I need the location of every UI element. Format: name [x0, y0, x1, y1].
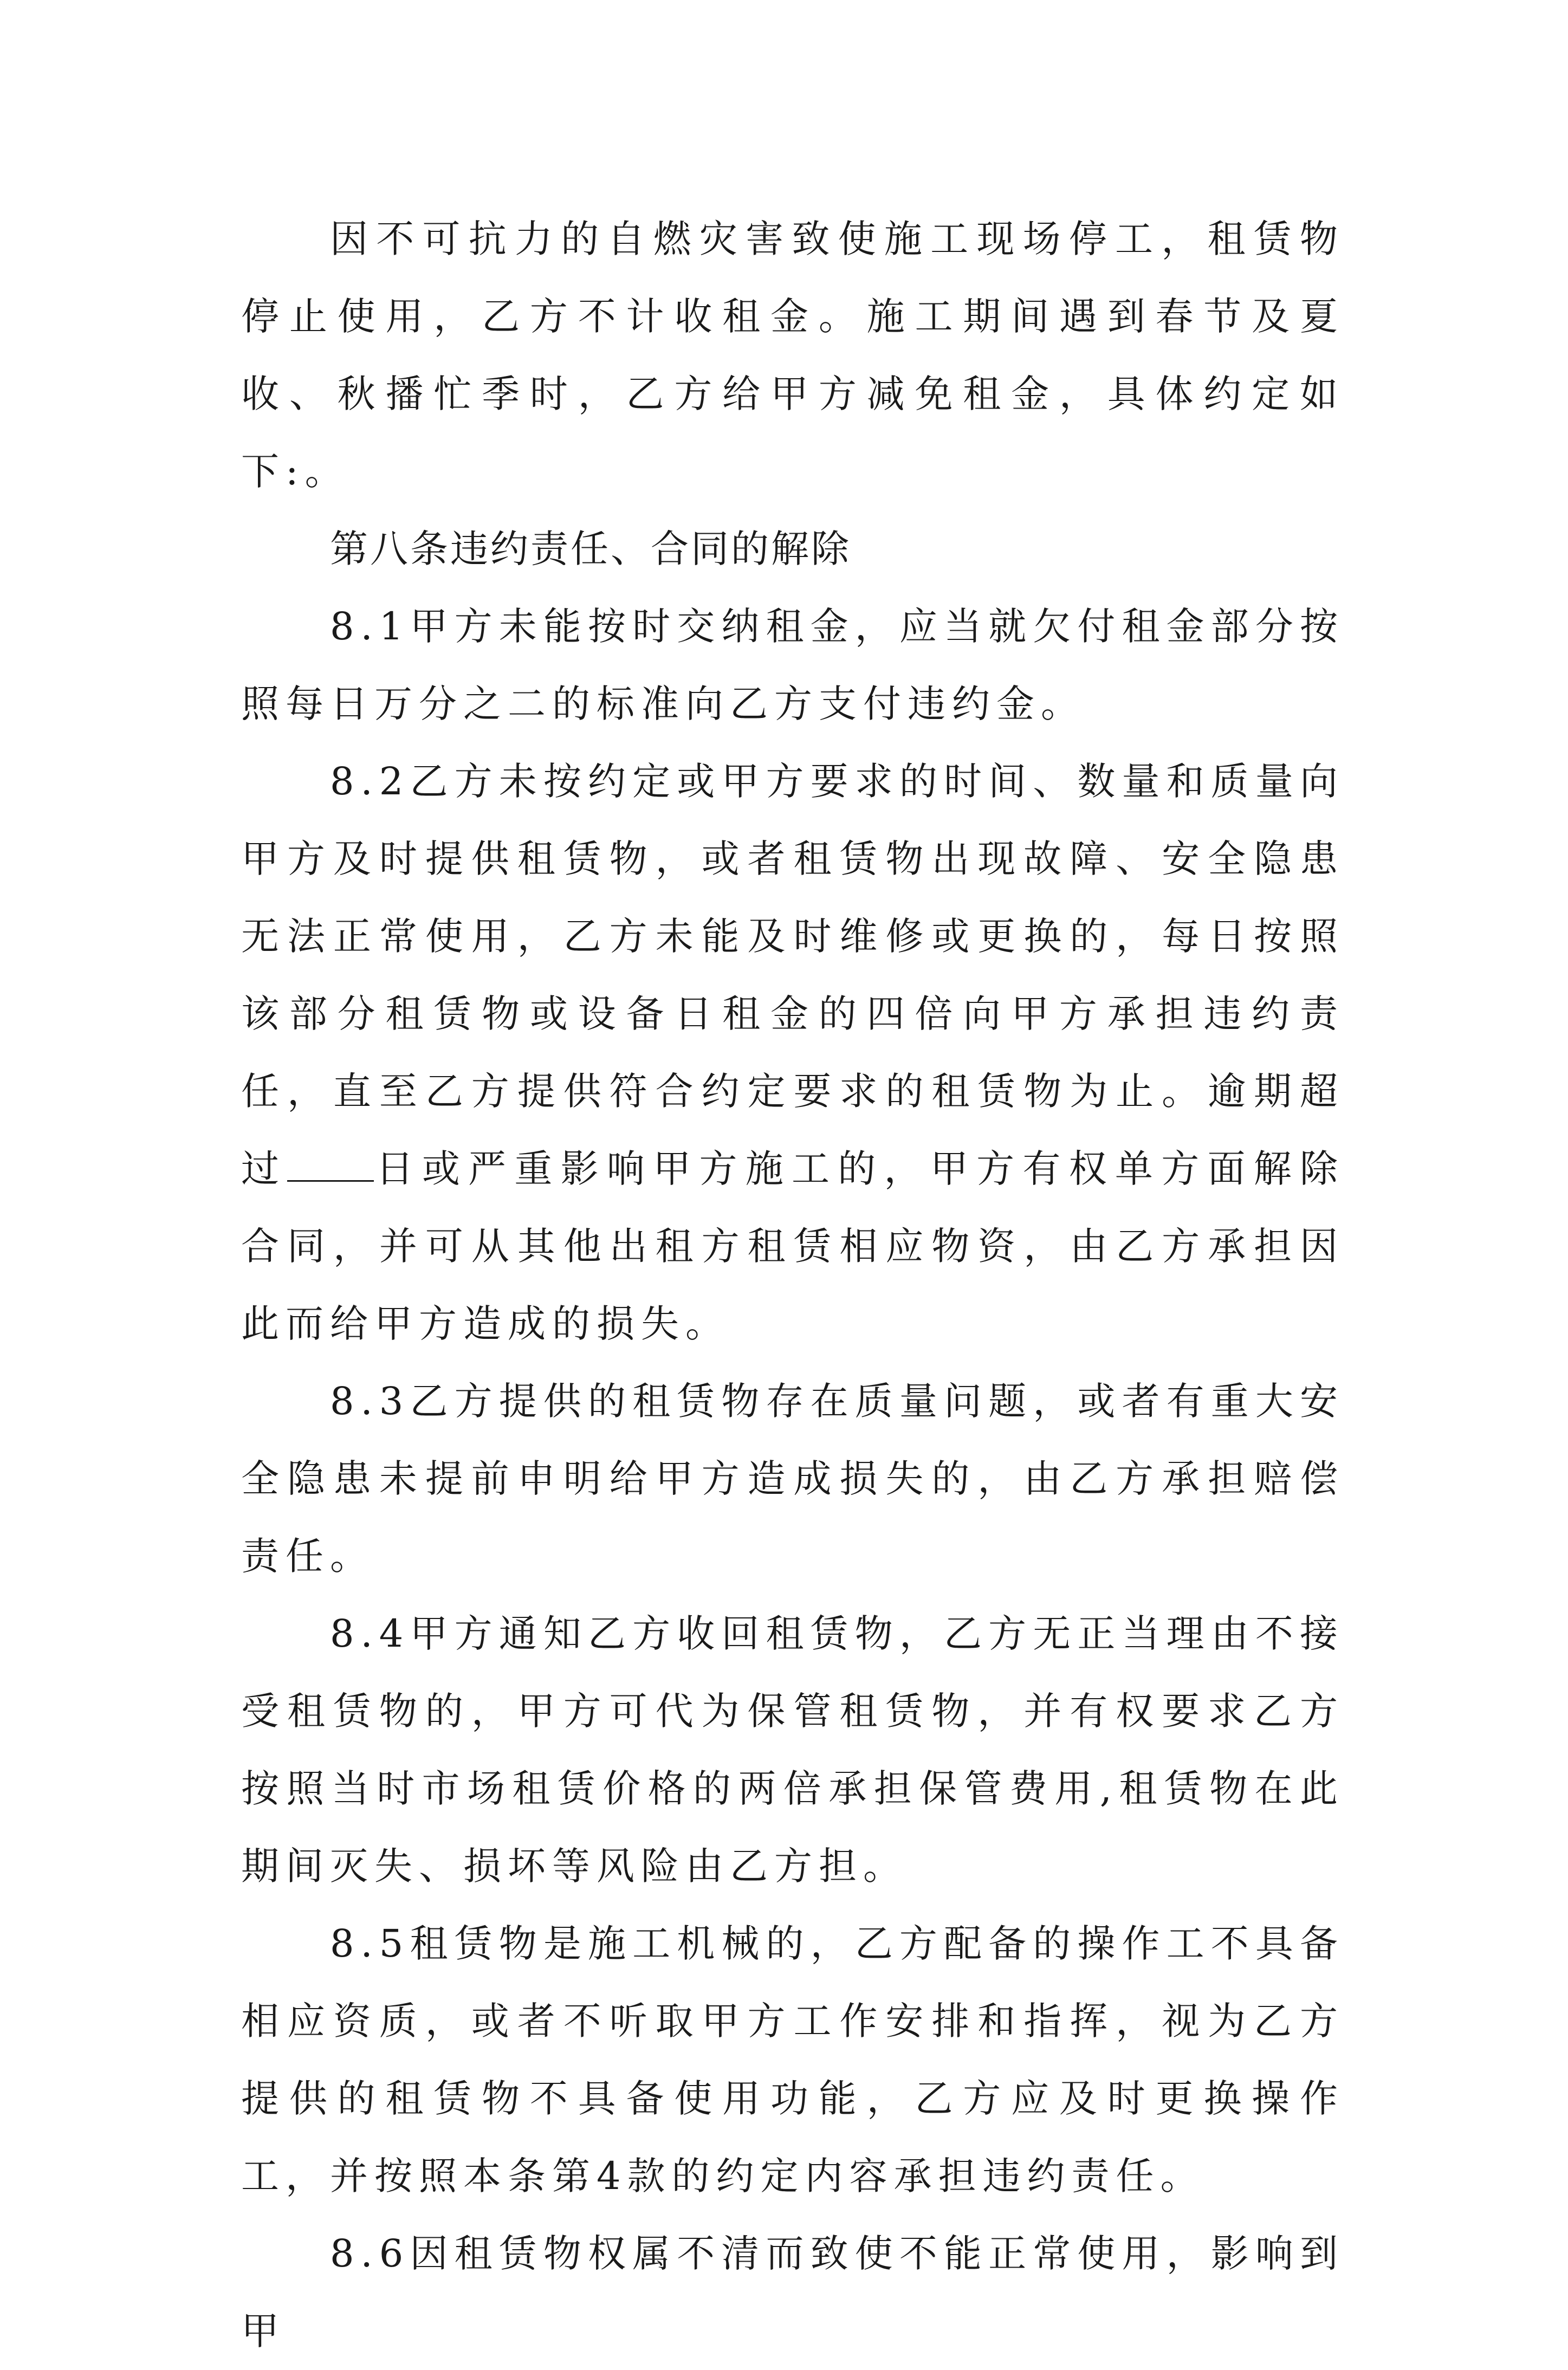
- paragraph-8-1: 8.1甲方未能按时交纳租金，应当就欠付租金部分按照每日万分之二的标准向乙方支付违约金。: [241, 604, 1344, 726]
- paragraph-8-2-part-a: 8.2乙方未按约定或甲方要求的时间、数量和质量向甲方及时提供租赁物，或者租赁物出现故障、安全隐患无法正常使用，乙方未能及时维修或更换的，每日按照该部分租赁物或设备日租金的四倍向甲方承担违约责任，直至乙方提供符合约定要求的租赁物为止。逾期超过: [241, 759, 1344, 1191]
- paragraph-8-4: 8.4甲方通知乙方收回租赁物，乙方无正当理由不接受租赁物的，甲方可代为保管租赁物，并有权要求乙方按照当时市场租赁价格的两倍承担保管费用,租赁物在此期间灭失、损坏等风险由乙方担。: [241, 1611, 1344, 1888]
- document-body: [241, 200, 1344, 2370]
- paragraph-8-5: 8.5租赁物是施工机械的，乙方配备的操作工不具备相应资质，或者不听取甲方工作安排和指挥，视为乙方提供的租赁物不具备使用功能，乙方应及时更换操作工，并按照本条第4款的约定内容承担违约责任。: [241, 1921, 1344, 2198]
- section-heading-article-8: 第八条违约责任、合同的解除: [330, 527, 851, 571]
- paragraph-8-3: 8.3乙方提供的租赁物存在质量问题，或者有重大安全隐患未提前申明给甲方造成损失的，由乙方承担赔偿责任。: [241, 1379, 1344, 1578]
- paragraph-8-6: 8.6因租赁物权属不清而致使不能正常使用，影响到甲: [241, 2231, 1344, 2353]
- paragraph-8-2: [241, 743, 1344, 1363]
- paragraph-8-2-part-b: 日或严重影响甲方施工的，甲方有权单方面解除合同，并可从其他出租方租赁相应物资，由乙方承担因此而给甲方造成的损失。: [241, 1147, 1345, 1346]
- paragraph-force-majeure: 因不可抗力的自燃灾害致使施工现场停工，租赁物停止使用，乙方不计收租金。施工期间遇到春节及夏收、秋播忙季时，乙方给甲方减免租金，具体约定如下:。: [241, 217, 1344, 494]
- blank-fill-line: [287, 1150, 374, 1182]
